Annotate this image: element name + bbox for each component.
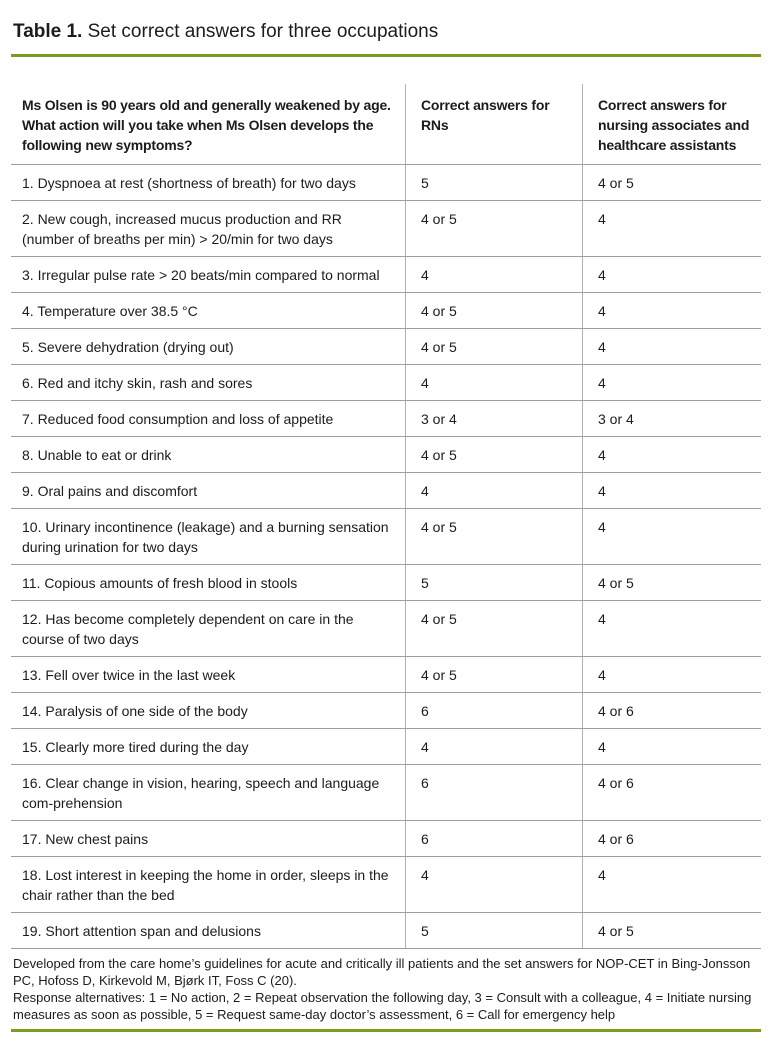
symptom-cell: 11. Copious amounts of fresh blood in stools [11,565,406,601]
rn-answer-cell: 5 [406,913,583,949]
symptom-cell: 18. Lost interest in keeping the home in order, sleeps in the chair rather than the bed [11,857,406,913]
table-row [11,437,761,473]
table-title [13,21,761,43]
assistant-answer-cell: 4 or 5 [583,565,762,601]
rn-answer-cell: 6 [406,693,583,729]
symptom-cell: 2. New cough, increased mucus production and RR (number of breaths per min) > 20/min for two days [11,201,406,257]
symptom-cell: 14. Paralysis of one side of the body [11,693,406,729]
assistant-answer-cell: 4 or 6 [583,821,762,857]
rn-answer-cell: 5 [406,565,583,601]
assistant-answer-cell: 4 [583,601,762,657]
symptom-cell: 6. Red and itchy skin, rash and sores [11,365,406,401]
footnote-source: Developed from the care home’s guidelines for acute and critically ill patients and the set answers for NOP-CET in Bing-Jonsson PC, Hofoss D, Kirkevold M, Bjørk IT, Foss C (20). [13,956,751,988]
symptom-cell: 10. Urinary incontinence (leakage) and a burning sensation during urination for two days [11,509,406,565]
rn-answer-cell: 4 or 5 [406,201,583,257]
assistant-answer-cell: 4 [583,329,762,365]
rn-answer-cell: 4 [406,257,583,293]
table-row [11,329,761,365]
rn-answer-cell: 4 or 5 [406,601,583,657]
assistant-answer-cell: 4 or 6 [583,765,762,821]
table-row [11,729,761,765]
table-row [11,601,761,657]
symptom-cell: 19. Short attention span and delusions [11,913,406,949]
assistant-answer-cell: 4 [583,257,762,293]
rn-answer-cell: 5 [406,165,583,201]
table-row [11,201,761,257]
table-number-label: Table 1. [13,21,83,42]
symptom-cell: 1. Dyspnoea at rest (shortness of breath) for two days [11,165,406,201]
rn-answer-cell: 4 or 5 [406,657,583,693]
rn-answer-cell: 3 or 4 [406,401,583,437]
assistant-answer-cell: 4 or 6 [583,693,762,729]
table-row [11,509,761,565]
rn-answer-cell: 4 or 5 [406,509,583,565]
symptom-cell: 17. New chest pains [11,821,406,857]
symptom-cell: 13. Fell over twice in the last week [11,657,406,693]
assistant-answer-cell: 4 or 5 [583,913,762,949]
assistant-answer-cell: 4 [583,293,762,329]
symptom-cell: 9. Oral pains and discomfort [11,473,406,509]
column-header-rn-answers: Correct answers for RNs [406,84,583,165]
table-header-row [11,84,761,165]
answers-table [11,84,761,949]
rn-answer-cell: 4 [406,857,583,913]
table-row [11,473,761,509]
symptom-cell: 4. Temperature over 38.5 °C [11,293,406,329]
table-row [11,401,761,437]
rn-answer-cell: 4 or 5 [406,437,583,473]
symptom-cell: 8. Unable to eat or drink [11,437,406,473]
assistant-answer-cell: 4 [583,437,762,473]
assistant-answer-cell: 4 [583,473,762,509]
top-green-rule [11,54,761,57]
rn-answer-cell: 4 [406,729,583,765]
symptom-cell: 12. Has become completely dependent on care in the course of two days [11,601,406,657]
table-row [11,565,761,601]
rn-answer-cell: 4 or 5 [406,293,583,329]
paper-table-figure [0,21,772,1032]
assistant-answer-cell: 4 [583,857,762,913]
symptom-cell: 16. Clear change in vision, hearing, speech and language com-prehension [11,765,406,821]
footnote-response-alternatives: Response alternatives: 1 = No action, 2 = Repeat observation the following day, 3 = Consult with a colleague, 4 = Initiate nursing measures as soon as possible, 5 = Request same-day doctor’s assessment, 6 = Call for emergency help [13,990,752,1022]
symptom-cell: 3. Irregular pulse rate > 20 beats/min compared to normal [11,257,406,293]
table-row [11,657,761,693]
rn-answer-cell: 4 [406,473,583,509]
rn-answer-cell: 6 [406,821,583,857]
column-header-assistant-answers: Correct answers for nursing associates and healthcare assistants [583,84,762,165]
assistant-answer-cell: 4 [583,365,762,401]
rn-answer-cell: 6 [406,765,583,821]
table-caption: Set correct answers for three occupations [87,21,439,42]
assistant-answer-cell: 4 [583,657,762,693]
assistant-answer-cell: 4 [583,201,762,257]
assistant-answer-cell: 4 [583,729,762,765]
table-row [11,913,761,949]
table-footnotes [13,955,761,1023]
symptom-cell: 7. Reduced food consumption and loss of appetite [11,401,406,437]
rn-answer-cell: 4 [406,365,583,401]
bottom-green-rule [11,1029,761,1032]
rn-answer-cell: 4 or 5 [406,329,583,365]
table-row [11,857,761,913]
table-row [11,821,761,857]
table-row [11,365,761,401]
assistant-answer-cell: 4 or 5 [583,165,762,201]
assistant-answer-cell: 3 or 4 [583,401,762,437]
column-header-question: Ms Olsen is 90 years old and generally weakened by age. What action will you take when Ms Olsen develops the following new symptoms? [11,84,406,165]
symptom-cell: 15. Clearly more tired during the day [11,729,406,765]
table-row [11,693,761,729]
assistant-answer-cell: 4 [583,509,762,565]
symptom-cell: 5. Severe dehydration (drying out) [11,329,406,365]
table-row [11,765,761,821]
table-row [11,165,761,201]
table-row [11,257,761,293]
table-body [11,165,761,949]
table-row [11,293,761,329]
